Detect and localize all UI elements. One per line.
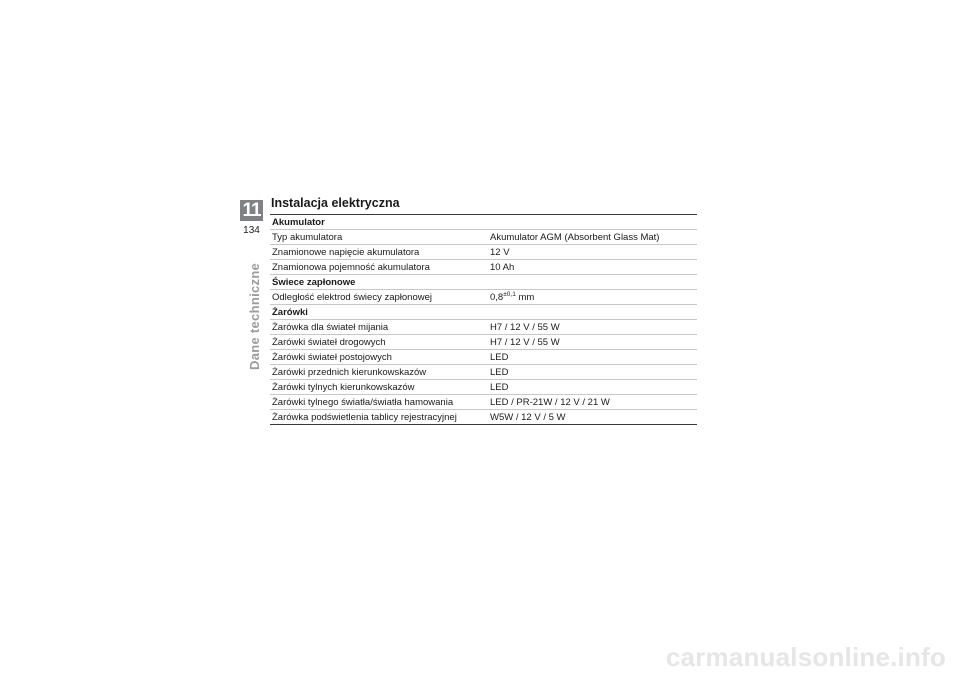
table-row [270, 260, 697, 275]
spec-value: LED [486, 380, 697, 395]
gap-value: 0,8 [490, 291, 504, 303]
spec-value [486, 290, 697, 305]
section-title-vertical: Dane techniczne [247, 262, 262, 370]
spec-label: Odległość elektrod świecy zapłonowej [270, 290, 486, 305]
spec-value: 12 V [486, 245, 697, 260]
gap-unit: mm [518, 291, 535, 303]
spec-value: H7 / 12 V / 55 W [486, 320, 697, 335]
spec-value: H7 / 12 V / 55 W [486, 335, 697, 350]
spec-label: Żarówka dla świateł mijania [270, 320, 486, 335]
table-row [270, 335, 697, 350]
spec-value: LED / PR-21W / 12 V / 21 W [486, 395, 697, 410]
electrical-specs-table [270, 214, 697, 425]
spec-value: 10 Ah [486, 260, 697, 275]
table-row [270, 320, 697, 335]
spec-label: Typ akumulatora [270, 230, 486, 245]
table-row [270, 245, 697, 260]
group-heading-swiece: Świece zapłonowe [270, 275, 697, 290]
watermark: carmanualsonline.info [665, 642, 946, 672]
table-row [270, 290, 697, 305]
spec-label: Żarówka podświetlenia tablicy rejestracyjnej [270, 410, 486, 425]
spec-value: LED [486, 365, 697, 380]
chapter-number-badge: 11 [240, 200, 263, 221]
group-heading-zarowki: Żarówki [270, 305, 697, 320]
spec-value: Akumulator AGM (Absorbent Glass Mat) [486, 230, 697, 245]
spec-label: Żarówki przednich kierunkowskazów [270, 365, 486, 380]
table-row [270, 230, 697, 245]
table-row [270, 410, 697, 425]
group-heading-akumulator: Akumulator [270, 215, 697, 230]
spec-label: Żarówki świateł postojowych [270, 350, 486, 365]
group-heading-row [270, 215, 697, 230]
spec-label: Znamionowe napięcie akumulatora [270, 245, 486, 260]
spec-label: Żarówki tylnego światła/światła hamowania [270, 395, 486, 410]
table-row [270, 350, 697, 365]
page-number: 134 [243, 225, 260, 236]
gap-tolerance: ±0,1 [503, 290, 516, 298]
spec-value: LED [486, 350, 697, 365]
spec-label: Żarówki świateł drogowych [270, 335, 486, 350]
table-row [270, 395, 697, 410]
spec-label: Żarówki tylnych kierunkowskazów [270, 380, 486, 395]
spec-value: W5W / 12 V / 5 W [486, 410, 697, 425]
group-heading-row [270, 275, 697, 290]
table-row [270, 380, 697, 395]
page-title: Instalacja elektryczna [271, 196, 400, 210]
group-heading-row [270, 305, 697, 320]
spec-label: Znamionowa pojemność akumulatora [270, 260, 486, 275]
table-row [270, 365, 697, 380]
